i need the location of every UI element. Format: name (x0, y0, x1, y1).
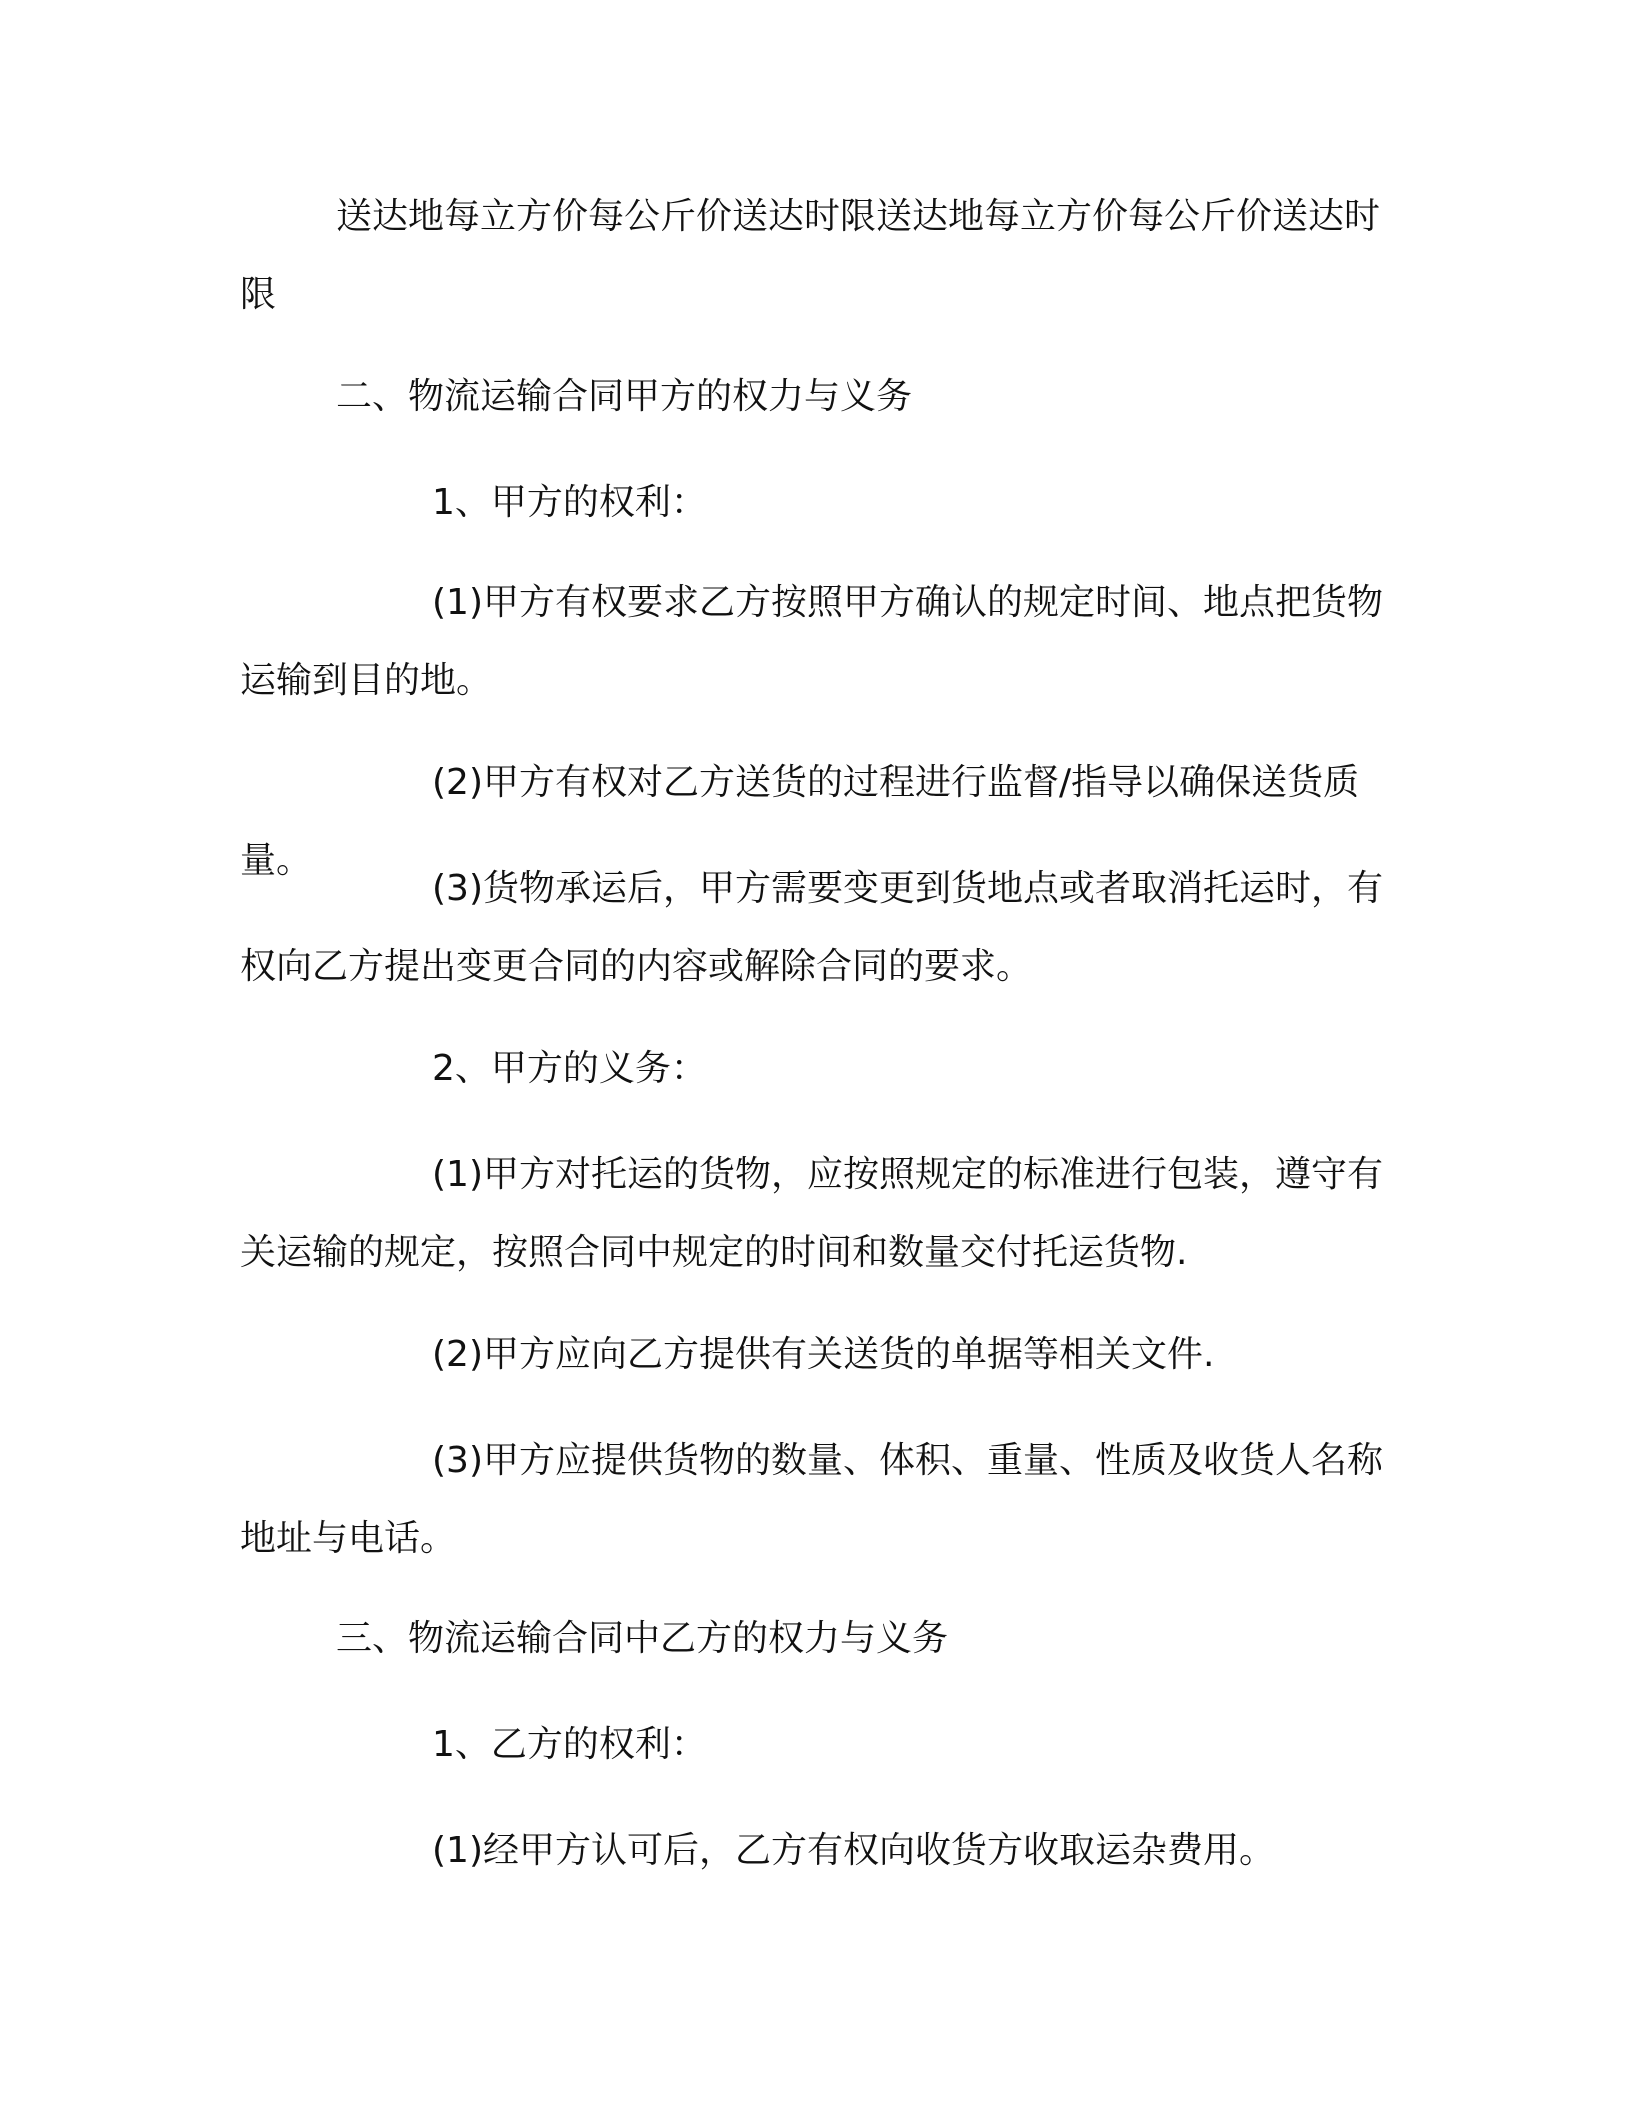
clause-text: 甲方应提供货物的数量、体积、重量、性质及收货人名称地址与电话。 (240, 1440, 1384, 1559)
item-number: (2) (432, 1334, 483, 1375)
subheading-text: 甲方的权利： (490, 482, 707, 523)
item-number: (1) (432, 582, 483, 623)
subheading-party-a-rights (240, 464, 1392, 542)
clause-a-right-3 (240, 850, 1392, 1006)
clause-text: 经甲方认可后，乙方有权向收货方收取运杂费用。 (483, 1830, 1276, 1871)
paragraph-shipping-table-header (240, 178, 1392, 334)
item-number: (1) (432, 1154, 483, 1195)
subheading-party-b-rights (240, 1706, 1392, 1784)
item-number: 1、 (432, 1724, 491, 1765)
clause-a-obligation-1 (240, 1136, 1392, 1292)
section-heading-party-a (240, 358, 1392, 436)
clause-text: 甲方应向乙方提供有关送货的单据等相关文件. (483, 1334, 1215, 1375)
clause-text: 货物承运后，甲方需要变更到货地点或者取消托运时，有权向乙方提出变更合同的内容或解除合同的要求。 (240, 868, 1384, 987)
item-number: (3) (432, 868, 483, 909)
section-heading-party-b (240, 1600, 1392, 1678)
heading-text: 二、物流运输合同甲方的权力与义务 (336, 376, 913, 417)
subheading-text: 甲方的义务： (490, 1048, 707, 1089)
item-number: (2) (432, 762, 483, 803)
clause-text: 甲方有权要求乙方按照甲方确认的规定时间、地点把货物运输到目的地。 (240, 582, 1384, 701)
subheading-party-a-obligations (240, 1030, 1392, 1108)
item-number: 2、 (432, 1048, 491, 1089)
clause-a-obligation-2 (240, 1316, 1392, 1394)
item-number: (1) (432, 1830, 483, 1871)
clause-a-right-1 (240, 564, 1392, 720)
clause-text: 甲方对托运的货物，应按照规定的标准进行包装，遵守有关运输的规定，按照合同中规定的时间和数量交付托运货物. (240, 1154, 1384, 1273)
clause-b-right-1 (240, 1812, 1392, 1890)
subheading-text: 乙方的权利： (490, 1724, 707, 1765)
item-number: (3) (432, 1440, 483, 1481)
item-number: 1、 (432, 482, 491, 523)
paragraph-text: 送达地每立方价每公斤价送达时限送达地每立方价每公斤价送达时限 (240, 196, 1381, 315)
clause-a-obligation-3 (240, 1422, 1392, 1578)
heading-text: 三、物流运输合同中乙方的权力与义务 (336, 1618, 949, 1659)
clause-text: 甲方有权对乙方送货的过程进行监督/指导以确保送货质量。 (240, 762, 1360, 881)
